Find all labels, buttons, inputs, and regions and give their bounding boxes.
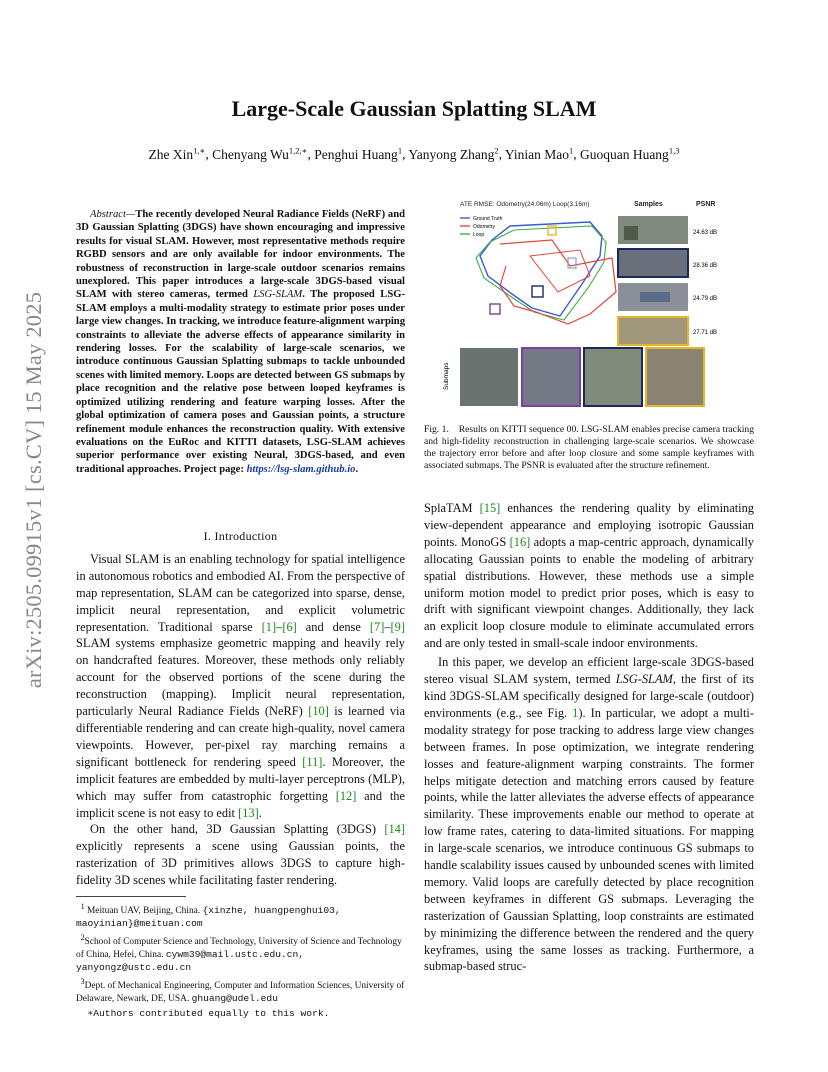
right-column-body bbox=[424, 500, 754, 975]
footnote: $^2$School of Computer Science and Technology, University of Science and Technology of China, Hefei, China. cywm39@mail.ustc.edu.cn, yanyongz@ustc.edu.cn bbox=[76, 933, 402, 973]
footnote: $^3$Dept. of Mechanical Engineering, Computer and Information Sciences, University of Delaware, Newark, DE, USA. ghuang@udel.edu bbox=[76, 977, 405, 1004]
sample-image-detail bbox=[640, 292, 670, 302]
paragraph: On the other hand, 3D Gaussian Splatting (3DGS) [14] explicitly represents a scene using Gaussian points, the rasterization of 3D primitives allows 3DGS to capture high-fidelity 3D scenes while facilitating faster rendering. bbox=[76, 822, 405, 888]
citation-link[interactable]: [14] bbox=[384, 822, 405, 837]
submaps-label: Submaps bbox=[443, 362, 450, 390]
abstract: Abstract—The recently developed Neural Radiance Fields (NeRF) and 3D Gaussian Splatting (3DGS) have shown encouraging and impressive results for visual SLAM. However, most representative methods require RGBD sensors and are only available for indoor environments. The robustness of reconstruction in large-scale outdoor scenarios remains unexplored. This paper introduces a large-scale 3DGS-based visual SLAM with stereo cameras, termed LSG-SLAM. The proposed LSG-SLAM employs a multi-modality strategy to estimate prior poses under large view changes. In tracking, we introduce feature-alignment warping constraints to alleviate the adverse effects of appearance similarity in rendering losses. For the scalability of large-scale scenarios, we introduce continuous Gaussian Splatting submaps to tackle unbounded scenes with limited memory. Loops are detected between GS submaps by place recognition and the relative pose between looped keyframes is optimized utilizing rendering and feature warping losses. After the global optimization of camera poses and Gaussian points, a structure refinement module enhances the reconstruction quality. With extensive evaluations on the EuRoc and KITTI datasets, LSG-SLAM achieves superior performance over existing Neural, 3DGS-based, and even traditional approaches. Project page: https://lsg-slam.github.io. bbox=[76, 209, 405, 475]
citation-link[interactable]: [12] bbox=[335, 788, 357, 803]
author: Chenyang $Wu^{1,2,∗}$ bbox=[212, 145, 308, 162]
figure-1-graphic bbox=[440, 196, 730, 410]
citation-link[interactable]: [6] bbox=[282, 619, 297, 634]
submap-marker bbox=[548, 226, 556, 235]
paragraph: Visual SLAM is an enabling technology for spatial intelligence in autonomous robotics and embodied AI. From the perspective of map representation, SLAM can be categorized into sparse, dense, implicit neural representation, and explicit volumetric representation. Traditional sparse [1]–[6] and dense [7]–[9] SLAM systems emphasize geometric mapping and heavily rely on handcrafted features. Moreover, these methods only reliably account for the observed portions of the scene during the reconstruction (mapping). Implicit neural representation, particularly Neural Radiance Fields (NeRF) [10] is learned via differentiable rendering and can create high-quality, novel camera viewpoints. However, per-pixel ray marching remains a significant bottleneck for rendering speed [11]. Moreover, the implicit features are embedded by multi-layer perceptrons (MLP), which may suffer from catastrophic forgetting [12] and the implicit scene is not easy to edit [13]. bbox=[76, 551, 405, 820]
psnr-label: PSNR bbox=[696, 201, 716, 208]
submap-image bbox=[646, 348, 704, 406]
citation-link[interactable]: [1] bbox=[261, 619, 277, 634]
submap-marker bbox=[532, 286, 543, 297]
submap-image bbox=[460, 348, 518, 406]
legend-label: Odometry bbox=[473, 224, 495, 230]
author: Zhe Xin$^{1,∗}$ bbox=[148, 145, 206, 162]
figure-caption: Fig. 1. Results on KITTI sequence 00. LSG-SLAM enables precise camera tracking and high-fidelity reconstruction in challenging large-scale scenarios. We showcase the trajectory error before and after loop closure and some sample keyframes with associated submaps. The PSNR is evaluated after the structure refinement. bbox=[424, 424, 754, 471]
samples-label: Samples bbox=[634, 201, 663, 208]
footnote: $^1$ Meituan UAV, Beijing, China. {xinzhe, huangpenghui03, maoyinian}@meituan.com bbox=[76, 902, 341, 929]
footnote-rule bbox=[76, 896, 186, 897]
paragraph: SplaTAM [15] enhances the rendering quality by eliminating view-dependent appearance and employing isotropic Gaussian points. MonoGS [16] adopts a map-centric approach, dynamically allocating Gaussian points to enable the modeling of arbitrary spatial distributions. However, these methods use a simple uniform motion model to predict prior poses, which is easy to drift with significant viewpoint changes. Additionally, they lack an explicit loop closure module to eliminate accumulated errors and are only tested in small-scale indoor environments. bbox=[424, 501, 754, 651]
footnotes bbox=[76, 896, 405, 1019]
submap-image bbox=[522, 348, 580, 406]
sample-thumbnails bbox=[618, 216, 688, 345]
psnr-value: 24.79 dB bbox=[693, 296, 718, 302]
section-heading: I. Introduction bbox=[203, 529, 278, 543]
footnote: ∗Authors contributed equally to this work. bbox=[87, 1007, 330, 1019]
author: Penghui Huang$^1$ bbox=[314, 145, 403, 162]
legend-label: Ground Truth bbox=[473, 216, 503, 222]
psnr-value: 24.63 dB bbox=[693, 230, 718, 236]
paper-title: Large-Scale Gaussian Splatting SLAM bbox=[231, 96, 597, 121]
figure-1 bbox=[440, 196, 730, 410]
submap-marker bbox=[490, 304, 500, 314]
ate-label: ATE RMSE: Odometry(24.06m) Loop(3.16m) bbox=[460, 201, 590, 208]
arxiv-stamp-text: arXiv:2505.09915v1 [cs.CV] 15 May 2025 bbox=[21, 291, 46, 689]
citation-link[interactable]: [13] bbox=[238, 805, 259, 820]
citation-link[interactable]: [10] bbox=[308, 704, 329, 719]
figure-link[interactable]: 1 bbox=[572, 705, 579, 720]
paragraph: In this paper, we develop an efficient large-scale 3DGS-based stereo visual SLAM system, termed LSG-SLAM, the first of its kind 3DGS-SLAM specifically designed for large-scale (outdoor) environments (e.g., see Fig. 1). In particular, we adopt a multi-modality strategy for pose tracking to address large view changes between frames. In pose optimization, we integrate rendering losses and feature-alignment warping constraints. The former helps mitigate detection and matching errors caused by feature points, while the latter alleviates the adverse effects of appearance similarity. These improvements enable our method to operate at low frame rates, catering to data-limited situations. For mapping in large-scale scenarios, we introduce continuous GS submaps to handle scalability issues caused by unbounded scenes with limited memory. Valid loops are carefully detected by place recognition between keyframes in different GS submaps. Leveraging the rasterization of Gaussian Splatting, loop constraints are estimated by minimizing the difference between the rendered and the query keyframes, using the same losses as tracking. Furthermore, a submap-based struc- bbox=[424, 655, 754, 974]
legend-label: Loop bbox=[473, 232, 485, 238]
submap-marker bbox=[568, 258, 576, 268]
citation-link[interactable]: [9] bbox=[390, 619, 405, 634]
citation-link[interactable]: [7] bbox=[369, 619, 385, 634]
sample-image bbox=[618, 249, 688, 277]
psnr-value: 27.71 dB bbox=[693, 330, 718, 336]
author: Yinian Mao$^1$ bbox=[504, 145, 574, 162]
sample-image bbox=[618, 317, 688, 345]
author: Yanyong Zhang$^2$ bbox=[408, 145, 499, 162]
citation-link[interactable]: [11] bbox=[302, 754, 323, 769]
project-page-link[interactable]: https://lsg-slam.github.io bbox=[246, 463, 356, 475]
author-list: Zhe Xin$^{1,∗}$, Chenyang $Wu^{1,2,∗}$, Penghui Huang$^1$, Yanyong Zhang$^2$, Yinian Mao$^1$, Guoquan Huang$^{1,3}$ bbox=[148, 145, 680, 162]
sample-image-detail bbox=[624, 226, 638, 240]
introduction bbox=[76, 520, 405, 889]
citation-link[interactable]: [16] bbox=[509, 534, 531, 549]
trajectory-ground-truth bbox=[480, 222, 602, 316]
trajectory-loop bbox=[476, 226, 606, 320]
citation-link[interactable]: [15] bbox=[479, 501, 501, 515]
submap-image bbox=[584, 348, 642, 406]
author: Guoquan Huang$^{1,3}$ bbox=[579, 145, 680, 162]
arxiv-stamp bbox=[14, 291, 54, 689]
psnr-value: 28.36 dB bbox=[693, 263, 718, 269]
